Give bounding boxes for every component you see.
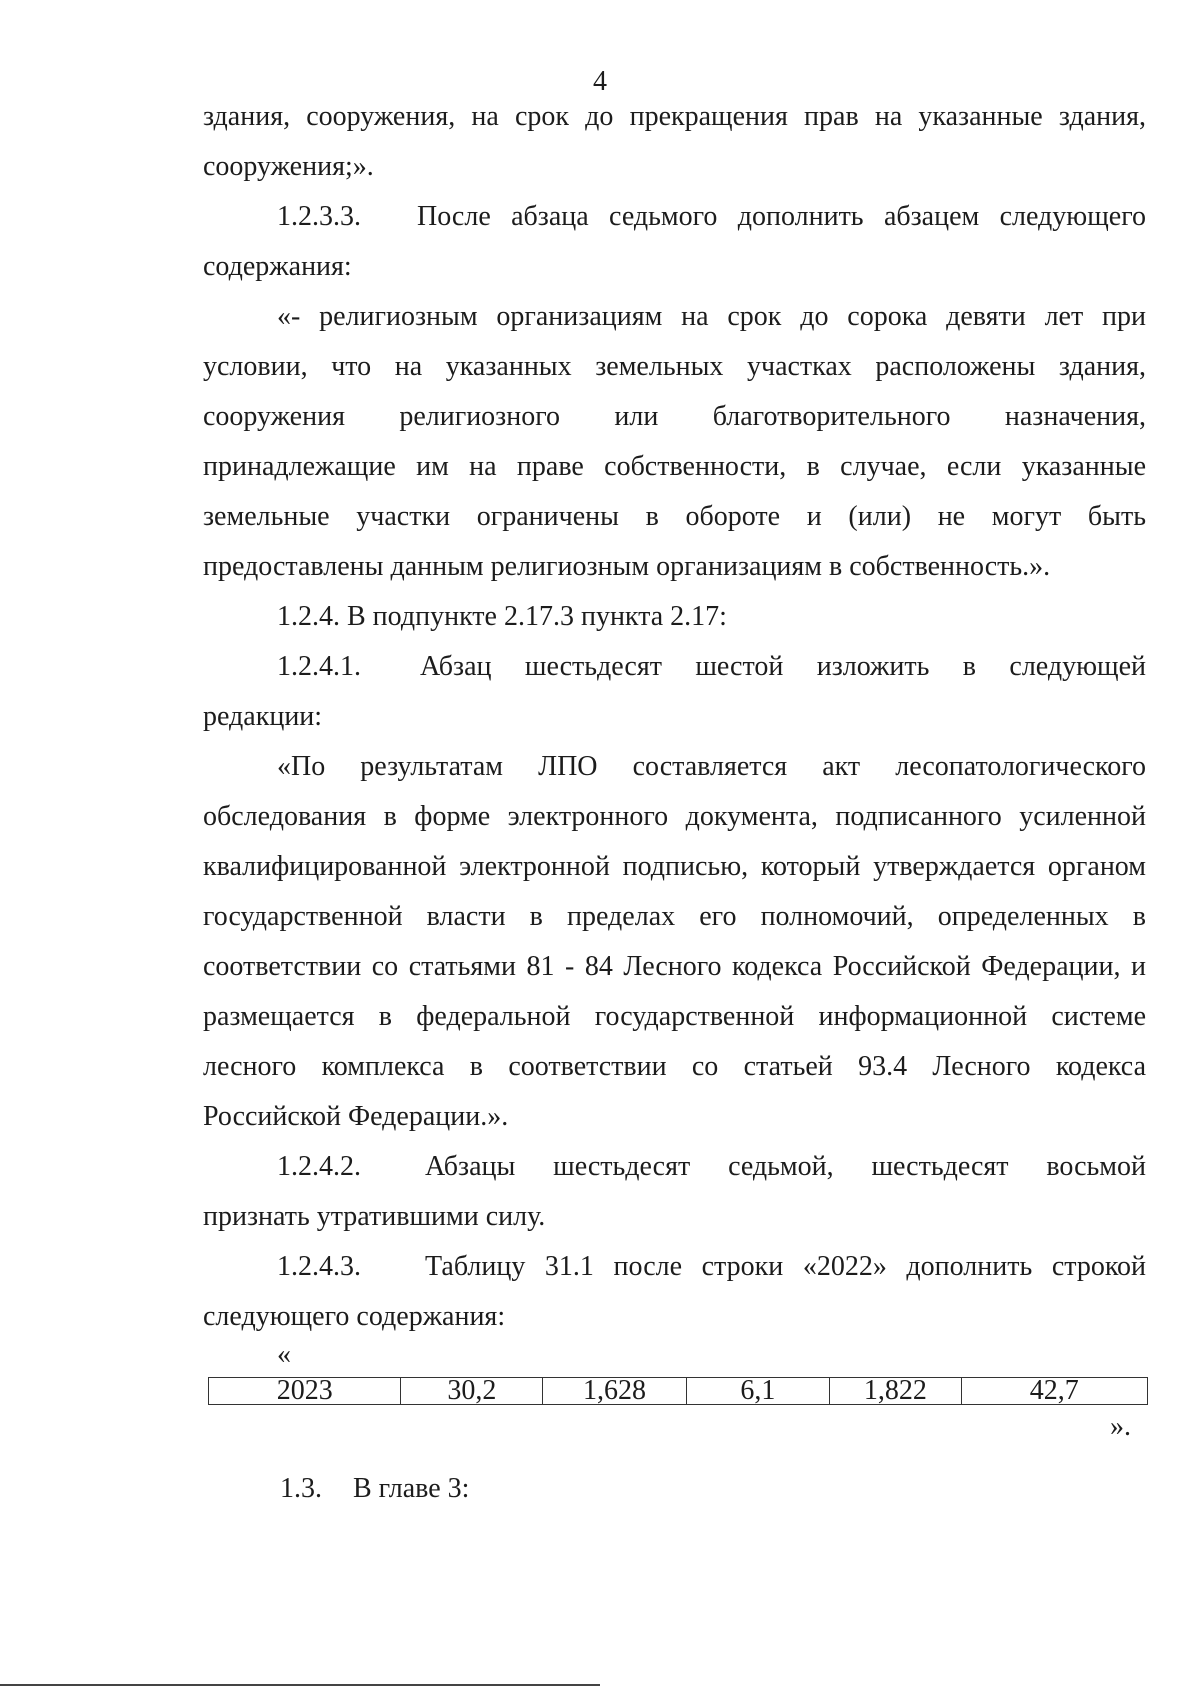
text-line: государственной власти в пределах его полномочий, определенных в bbox=[203, 901, 1146, 932]
text-line: Абзацы шестьдесят седьмой, шестьдесят восьмой bbox=[425, 1151, 1146, 1182]
open-quote: « bbox=[277, 1339, 291, 1370]
clause-number: 1.3. bbox=[280, 1473, 322, 1504]
page-number: 4 bbox=[593, 66, 607, 97]
text-line: 1.2.4. В подпункте 2.17.3 пункта 2.17: bbox=[277, 601, 727, 632]
table-cell: 1,628 bbox=[543, 1378, 686, 1405]
text-line: предоставлены данным религиозным организациям в собственность.». bbox=[203, 551, 1051, 582]
text-line: редакции: bbox=[203, 701, 323, 732]
table-cell: 42,7 bbox=[961, 1378, 1148, 1405]
text-line: условии, что на указанных земельных участках расположены здания, bbox=[203, 351, 1146, 382]
text-line: В главе 3: bbox=[353, 1473, 470, 1504]
text-line: принадлежащие им на праве собственности, в случае, если указанные bbox=[203, 451, 1146, 482]
bottom-edge-rule bbox=[0, 1684, 600, 1686]
close-quote: ». bbox=[1110, 1411, 1131, 1442]
clause-number: 1.2.4.3. bbox=[277, 1251, 361, 1282]
table-cell: 1,822 bbox=[830, 1378, 961, 1405]
text-line: Российской Федерации.». bbox=[203, 1101, 509, 1132]
clause-number: 1.2.4.1. bbox=[277, 651, 361, 682]
table-cell: 30,2 bbox=[401, 1378, 543, 1405]
text-line: лесного комплекса в соответствии со статьей 93.4 Лесного кодекса bbox=[203, 1051, 1146, 1082]
text-line: размещается в федеральной государственной информационной системе bbox=[203, 1001, 1146, 1032]
text-line: квалифицированной электронной подписью, который утверждается органом bbox=[203, 851, 1146, 882]
text-line: «- религиозным организациям на срок до сорока девяти лет при bbox=[277, 301, 1146, 332]
text-line: обследования в форме электронного документа, подписанного усиленной bbox=[203, 801, 1146, 832]
table-cell: 6,1 bbox=[686, 1378, 830, 1405]
text-line: содержания: bbox=[203, 251, 352, 282]
text-line: После абзаца седьмого дополнить абзацем следующего bbox=[417, 201, 1146, 232]
text-line: признать утратившими силу. bbox=[203, 1201, 546, 1232]
text-line: следующего содержания: bbox=[203, 1301, 506, 1332]
text-line: Абзац шестьдесят шестой изложить в следующей bbox=[420, 651, 1146, 682]
text-line: земельные участки ограничены в обороте и (или) не могут быть bbox=[203, 501, 1146, 532]
text-line: соответствии со статьями 81 - 84 Лесного кодекса Российской Федерации, и bbox=[203, 951, 1146, 982]
clause-number: 1.2.4.2. bbox=[277, 1151, 361, 1182]
table-cell: 2023 bbox=[209, 1378, 401, 1405]
table-row bbox=[209, 1378, 1148, 1405]
text-line: сооружения религиозного или благотворительного назначения, bbox=[203, 401, 1146, 432]
text-line: здания, сооружения, на срок до прекращения прав на указанные здания, bbox=[203, 101, 1146, 132]
data-table bbox=[208, 1377, 1148, 1405]
text-line: «По результатам ЛПО составляется акт лесопатологического bbox=[277, 751, 1146, 782]
text-line: сооружения;». bbox=[203, 151, 374, 182]
text-line: Таблицу 31.1 после строки «2022» дополнить строкой bbox=[425, 1251, 1146, 1282]
clause-number: 1.2.3.3. bbox=[277, 201, 361, 232]
